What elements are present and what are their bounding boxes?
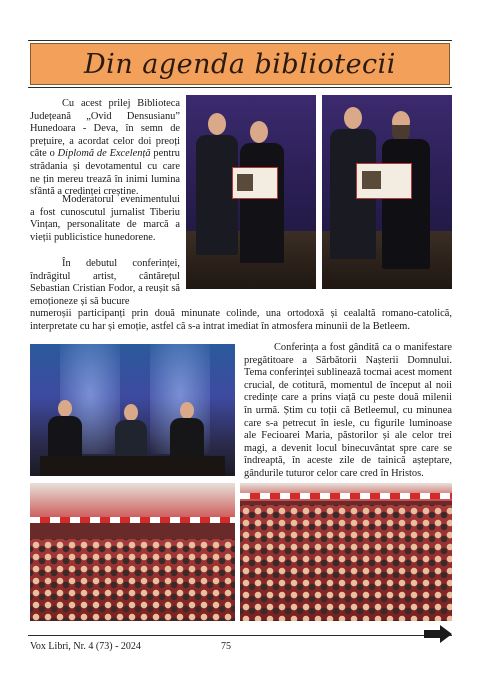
paragraph-conference: Conferința a fost gândită ca o manifestare pregătitoare a Sărbătorii Nașterii Domnului. Tema conferinței sublinează tocmai acest moment crucial, de cotitură, momentul de început al noii credințe care a prins viață cu peste două milenii în urmă. Știm cu toții că Betleemul, cu minunea care s-a petrecut în iesle, cu figurile luminoase ale Fecioarei Maria, păstorilor și ale celor trei magi, a devenit locul binecuvântat spre care se îndreaptă, în aceste zile de tainică așteptare, gândurile tuturor celor care cred în Hristos. bbox=[244, 342, 452, 479]
balcony-stripe bbox=[30, 517, 235, 523]
banner-top-rule bbox=[28, 40, 452, 41]
person-suit bbox=[170, 418, 204, 460]
diploma-frame bbox=[356, 163, 412, 199]
diploma-frame bbox=[232, 167, 278, 199]
photo-award-1 bbox=[186, 95, 316, 289]
page-title: Din agenda bibliotecii bbox=[84, 48, 396, 80]
audience-crowd bbox=[240, 505, 452, 621]
stage-table bbox=[40, 456, 225, 476]
person-cassock bbox=[382, 139, 430, 269]
banner-box bbox=[30, 43, 450, 85]
person-suit bbox=[115, 420, 147, 460]
banner-bottom-rule bbox=[28, 87, 452, 88]
paragraph-award-end: pentru strădania și devotamentul cu care ne țin mereu trează în inimi lumina sfântă a credinței creștine. bbox=[30, 148, 180, 198]
page-number: 75 bbox=[221, 641, 231, 652]
next-page-arrow-icon[interactable] bbox=[424, 625, 452, 643]
diploma-title: Diplomă de Excelență bbox=[57, 148, 151, 160]
balcony-stripe bbox=[240, 493, 452, 499]
header-banner bbox=[28, 40, 452, 88]
photo-audience-1 bbox=[30, 483, 235, 621]
person-cassock bbox=[240, 143, 284, 263]
person-head bbox=[344, 107, 362, 129]
paragraph-award bbox=[30, 98, 180, 199]
paragraph-artist-continued: numeroșii participanți prin două minunate colinde, una ortodoxă și cealaltă romano-catolică, interpretate cu har și emoție, astfel că s-a intrat imediat în atmosfera minunii de la Betleem. bbox=[30, 308, 452, 332]
paragraph-artist: În debutul conferinței, îndrăgitul artist, cântărețul Sebastian Cristian Fodor, a reușit să emoționeze și să bucure bbox=[30, 258, 180, 307]
person-head bbox=[58, 400, 72, 417]
photo-conference bbox=[30, 344, 235, 476]
person-head bbox=[124, 404, 138, 421]
footer-rule bbox=[28, 635, 452, 636]
person-head bbox=[180, 402, 194, 419]
photo-award-2 bbox=[322, 95, 452, 289]
audience-crowd bbox=[30, 539, 235, 621]
paragraph-award-text: Cu acest prilej Biblioteca Județeană „Ovid Densusianu” Hunedoara - Deva, în semn de prețuire, a acordat celor doi preoți câte o bbox=[30, 98, 180, 160]
person-cassock bbox=[48, 416, 82, 460]
person-head bbox=[208, 113, 226, 135]
paragraph-moderator: Moderatorul evenimentului a fost cunoscutul jurnalist Tiberiu Vințan, personalitate de marcă a vieții publicistice hunedorene. bbox=[30, 194, 180, 243]
journal-issue: Vox Libri, Nr. 4 (73) - 2024 bbox=[30, 641, 141, 652]
person-head bbox=[250, 121, 268, 143]
photo-audience-2 bbox=[240, 483, 452, 621]
